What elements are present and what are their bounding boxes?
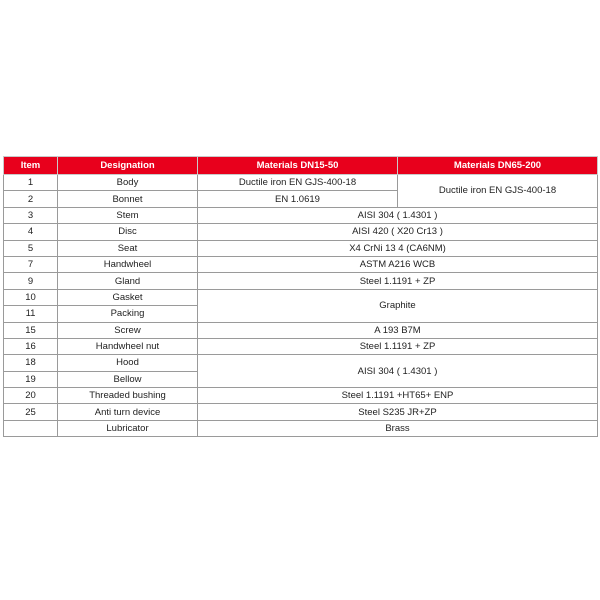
designation-cell: Screw: [58, 322, 198, 338]
designation-cell: Bellow: [58, 371, 198, 387]
item-cell: 19: [4, 371, 58, 387]
material-cell: Steel 1.1191 +HT65+ ENP: [198, 388, 598, 404]
material-dn15-50-cell: Ductile iron EN GJS-400-18: [198, 175, 398, 191]
material-cell: AISI 304 ( 1.4301 ): [198, 207, 598, 223]
designation-cell: Gland: [58, 273, 198, 289]
material-cell: Steel 1.1191 + ZP: [198, 338, 598, 354]
designation-cell: Handwheel nut: [58, 338, 198, 354]
item-cell: 16: [4, 338, 58, 354]
designation-cell: Stem: [58, 207, 198, 223]
designation-cell: Handwheel: [58, 256, 198, 272]
item-cell: 1: [4, 175, 58, 191]
item-cell: 7: [4, 256, 58, 272]
table-row: [4, 273, 598, 289]
item-cell: 9: [4, 273, 58, 289]
table-row: [4, 224, 598, 240]
designation-cell: Bonnet: [58, 191, 198, 207]
designation-cell: Lubricator: [58, 420, 198, 436]
item-cell: 11: [4, 306, 58, 322]
material-dn65-200-cell: Ductile iron EN GJS-400-18: [398, 175, 598, 208]
item-cell: 18: [4, 355, 58, 371]
table-row: [4, 355, 598, 371]
material-cell: ASTM A216 WCB: [198, 256, 598, 272]
material-cell: AISI 420 ( X20 Cr13 ): [198, 224, 598, 240]
material-cell: Steel 1.1191 + ZP: [198, 273, 598, 289]
table-row: [4, 289, 598, 305]
header-materials-dn65-200: Materials DN65-200: [398, 157, 598, 175]
item-cell: 20: [4, 388, 58, 404]
table-row: [4, 256, 598, 272]
table-row: [4, 322, 598, 338]
item-cell: 2: [4, 191, 58, 207]
material-cell: Graphite: [198, 289, 598, 322]
designation-cell: Threaded bushing: [58, 388, 198, 404]
material-cell: Steel S235 JR+ZP: [198, 404, 598, 420]
material-dn15-50-cell: EN 1.0619: [198, 191, 398, 207]
item-cell: 5: [4, 240, 58, 256]
table-row: [4, 388, 598, 404]
material-cell: AISI 304 ( 1.4301 ): [198, 355, 598, 388]
designation-cell: Anti turn device: [58, 404, 198, 420]
designation-cell: Disc: [58, 224, 198, 240]
designation-cell: Body: [58, 175, 198, 191]
designation-cell: Seat: [58, 240, 198, 256]
table-row: [4, 240, 598, 256]
material-cell: Brass: [198, 420, 598, 436]
table-row: [4, 175, 598, 191]
table-row: [4, 420, 598, 436]
item-cell: 15: [4, 322, 58, 338]
table-row: [4, 404, 598, 420]
header-row: [4, 157, 598, 175]
materials-table: [3, 156, 598, 437]
item-cell: [4, 420, 58, 436]
table-row: [4, 338, 598, 354]
header-item: Item: [4, 157, 58, 175]
designation-cell: Hood: [58, 355, 198, 371]
material-cell: X4 CrNi 13 4 (CA6NM): [198, 240, 598, 256]
designation-cell: Gasket: [58, 289, 198, 305]
header-materials-dn15-50: Materials DN15-50: [198, 157, 398, 175]
header-designation: Designation: [58, 157, 198, 175]
item-cell: 25: [4, 404, 58, 420]
item-cell: 10: [4, 289, 58, 305]
designation-cell: Packing: [58, 306, 198, 322]
item-cell: 4: [4, 224, 58, 240]
material-cell: A 193 B7M: [198, 322, 598, 338]
item-cell: 3: [4, 207, 58, 223]
table-row: [4, 207, 598, 223]
